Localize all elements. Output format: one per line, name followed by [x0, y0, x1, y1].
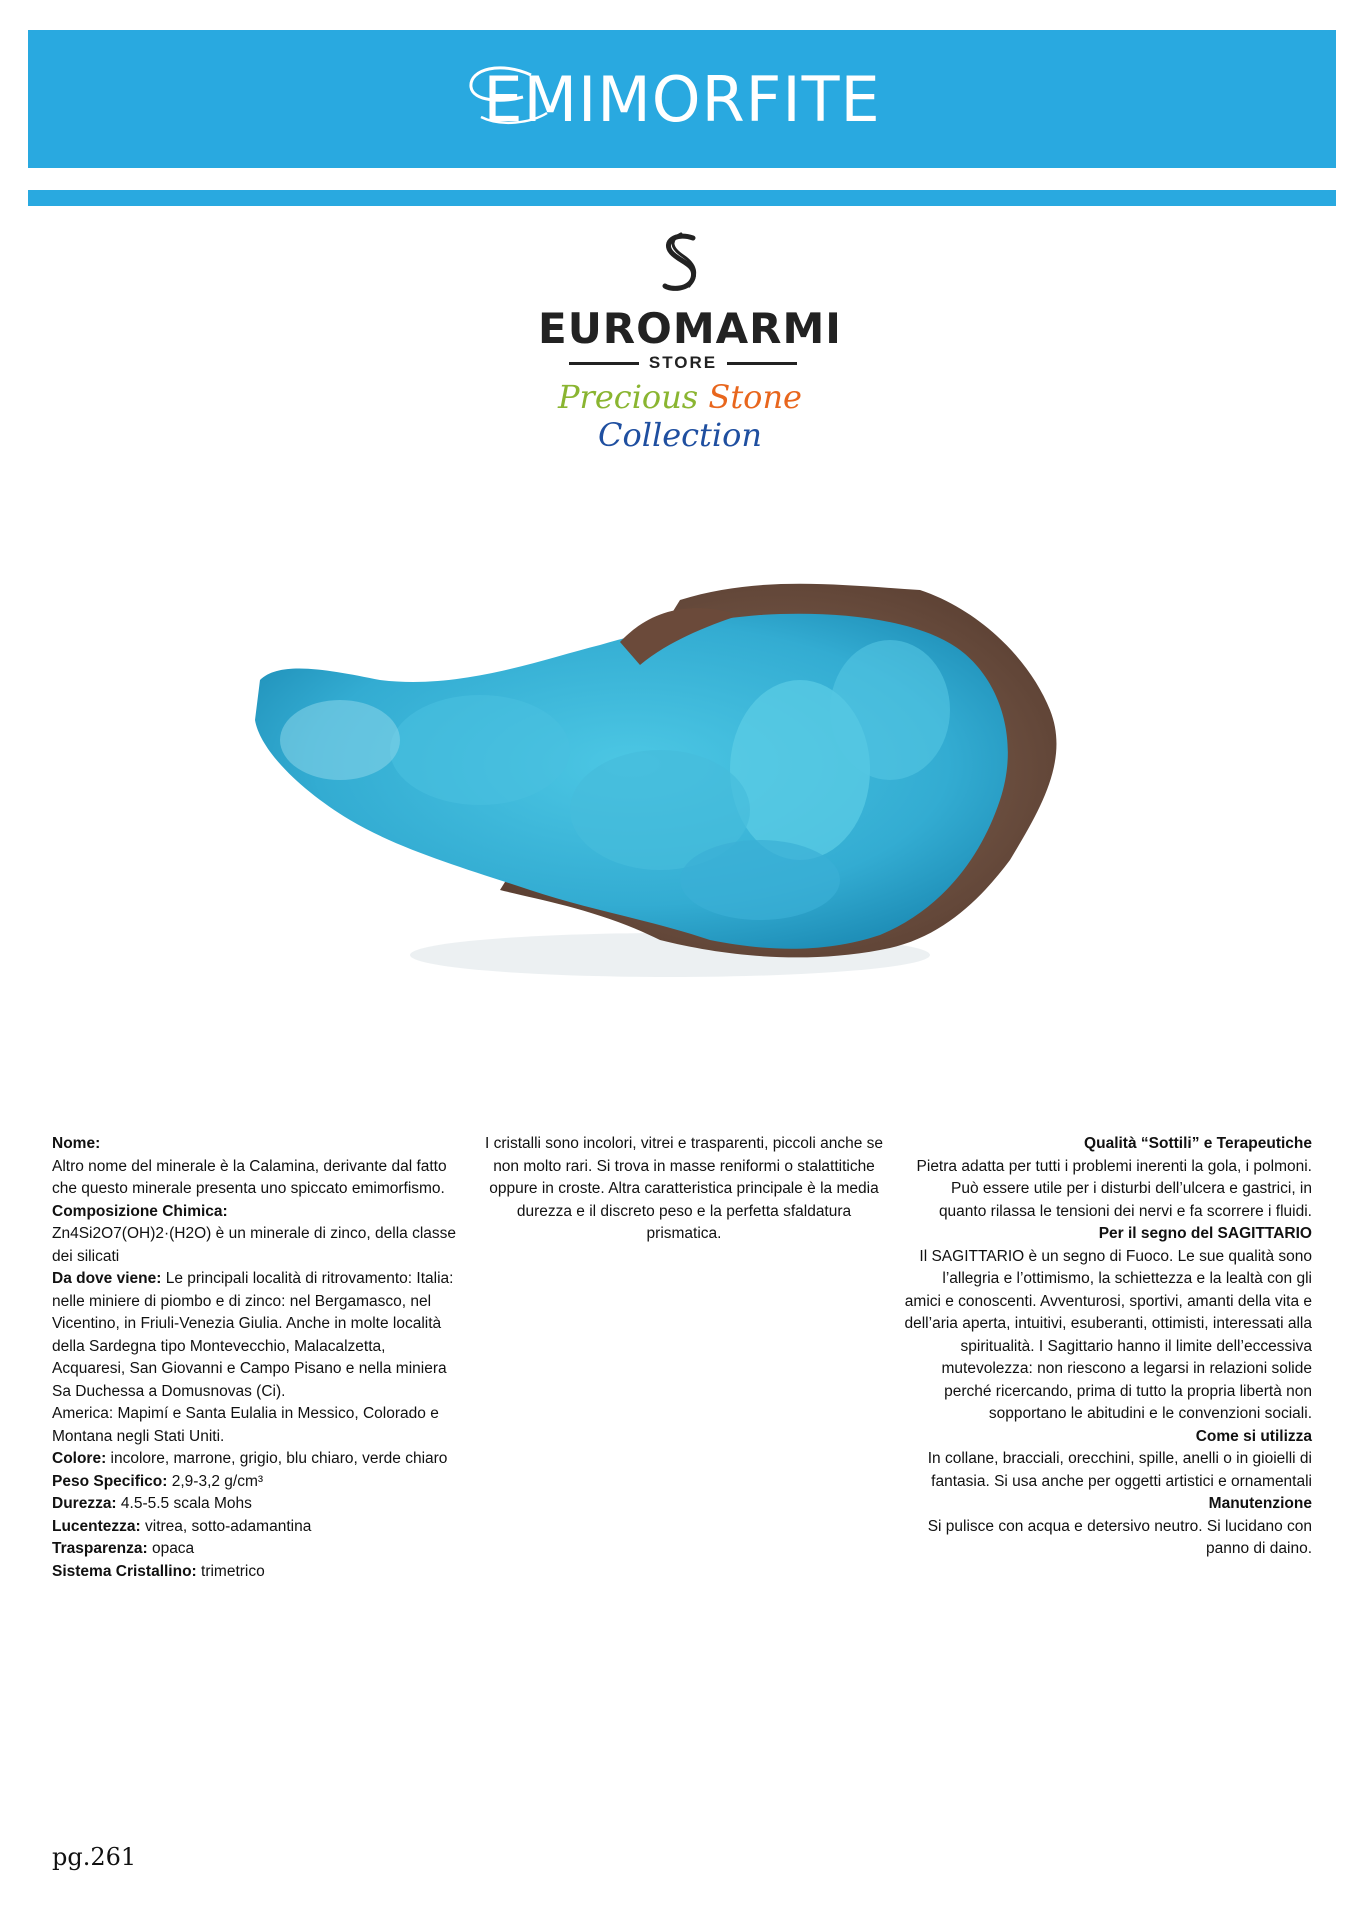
segno-text: Il SAGITTARIO è un segno di Fuoco. Le sue qualità sono l’allegria e l’ottimismo, la schiettezza e la lealtà con gli amici e conoscenti. Avventurosi, sportivi, amanti della vita e dell’aria aperta, intuitivi, esuberanti, ottimisti, interessati alla spiritualità. I Sagittario hanno il limite dell’eccessiva mutevolezza: non riescono a legarsi in relazioni solide perché ricercando, prima di tutto la propria libertà non sopportano le abitudini e le convenzioni sociali.	[904, 1247, 1312, 1422]
america-text: America: Mapimí e Santa Eulalia in Messico, Colorado e Montana negli Stati Uniti.	[52, 1405, 439, 1445]
nome-label: Nome:	[52, 1135, 101, 1152]
peso-label: Peso Specifico:	[52, 1472, 168, 1490]
page-number: pg.261	[52, 1843, 137, 1871]
nome-text: Altro nome del minerale è la Calamina, derivante dal fatto che questo minerale presenta uno spiccato emimorfismo.	[52, 1157, 447, 1197]
column-description	[478, 1133, 890, 1246]
composizione-label: Composizione Chimica:	[52, 1202, 228, 1220]
segno-label: Per il segno del SAGITTARIO	[1098, 1225, 1312, 1242]
tagline-word-collection: Collection	[597, 416, 763, 454]
column-properties	[52, 1133, 462, 1583]
tagline-word-precious: Precious	[558, 378, 699, 416]
logo-s-icon	[653, 230, 713, 300]
qualita-label: Qualità “Sottili” e Terapeutiche	[1084, 1135, 1312, 1152]
sistema-text: trimetrico	[196, 1562, 265, 1580]
uso-label: Come si utilizza	[1195, 1427, 1312, 1445]
logo-sub-text: STORE	[648, 353, 718, 372]
peso-text: 2,9-3,2 g/cm³	[167, 1472, 264, 1490]
brand-logo	[538, 230, 842, 373]
manutenzione-label: Manutenzione	[1208, 1495, 1312, 1512]
sistema-label: Sistema Cristallino:	[52, 1562, 197, 1580]
colore-text: incolore, marrone, grigio, blu chiaro, verde chiaro	[106, 1450, 448, 1467]
logo-brand-name: EUROMARMI	[538, 304, 842, 353]
trasparenza-text: opaca	[147, 1540, 195, 1557]
title-banner	[28, 30, 1336, 168]
lucentezza-label: Lucentezza:	[52, 1517, 141, 1535]
lucentezza-text: vitrea, sotto-adamantina	[140, 1517, 312, 1535]
durezza-text: 4.5-5.5 scala Mohs	[116, 1495, 252, 1512]
logo-rule-left	[569, 362, 639, 365]
collection-tagline	[500, 378, 860, 454]
logo-rule-right	[727, 362, 797, 365]
title-swirl-icon	[461, 57, 551, 137]
composizione-text: Zn4Si2O7(OH)2·(H2O) è un minerale di zinco, della classe dei silicati	[52, 1225, 457, 1265]
tagline-word-stone: Stone	[708, 378, 802, 416]
column-qualities	[904, 1133, 1312, 1561]
qualita-text: Pietra adatta per tutti i problemi inerenti la gola, i polmoni. Può essere utile per i disturbi dell’ulcera e gastrici, in quanto rilassa le tensioni dei nervi e fa scorrere i fluidi.	[916, 1157, 1312, 1220]
hemimorphite-specimen-image	[240, 570, 1140, 1030]
colore-label: Colore:	[52, 1450, 107, 1467]
manutenzione-text: Si pulisce con acqua e detersivo neutro. Si lucidano con panno di daino.	[927, 1517, 1312, 1557]
logo-sub-row	[538, 353, 828, 373]
uso-text: In collane, bracciali, orecchini, spille, anelli o in gioielli di fantasia. Si usa anche per oggetti artistici e ornamentali	[927, 1450, 1312, 1490]
title-text: EMIMORFITE	[483, 62, 881, 136]
dove-label: Da dove viene:	[52, 1270, 162, 1287]
description-text: I cristalli sono incolori, vitrei e trasparenti, piccoli anche se non molto rari. Si trova in masse reniformi o stalattitiche oppure in croste. Altra caratteristica principale è la media durezza e il discreto peso e la perfetta sfaldatura prismatica.	[484, 1135, 883, 1242]
trasparenza-label: Trasparenza:	[52, 1540, 148, 1557]
durezza-label: Durezza:	[52, 1495, 117, 1512]
page-title	[483, 63, 880, 136]
dove-text: Le principali località di ritrovamento: Italia: nelle miniere di piombo e di zinco: nel Bergamasco, nel Vicentino, in Friuli-Venezia Giulia. Anche in molte località della Sardegna tipo Montevecchio, Malacalzetta, Acquaresi, San Giovanni e Campo Pisano e nella miniera Sa Duchessa a Domusnovas (Ci).	[52, 1270, 454, 1400]
title-divider-strip	[28, 190, 1336, 206]
